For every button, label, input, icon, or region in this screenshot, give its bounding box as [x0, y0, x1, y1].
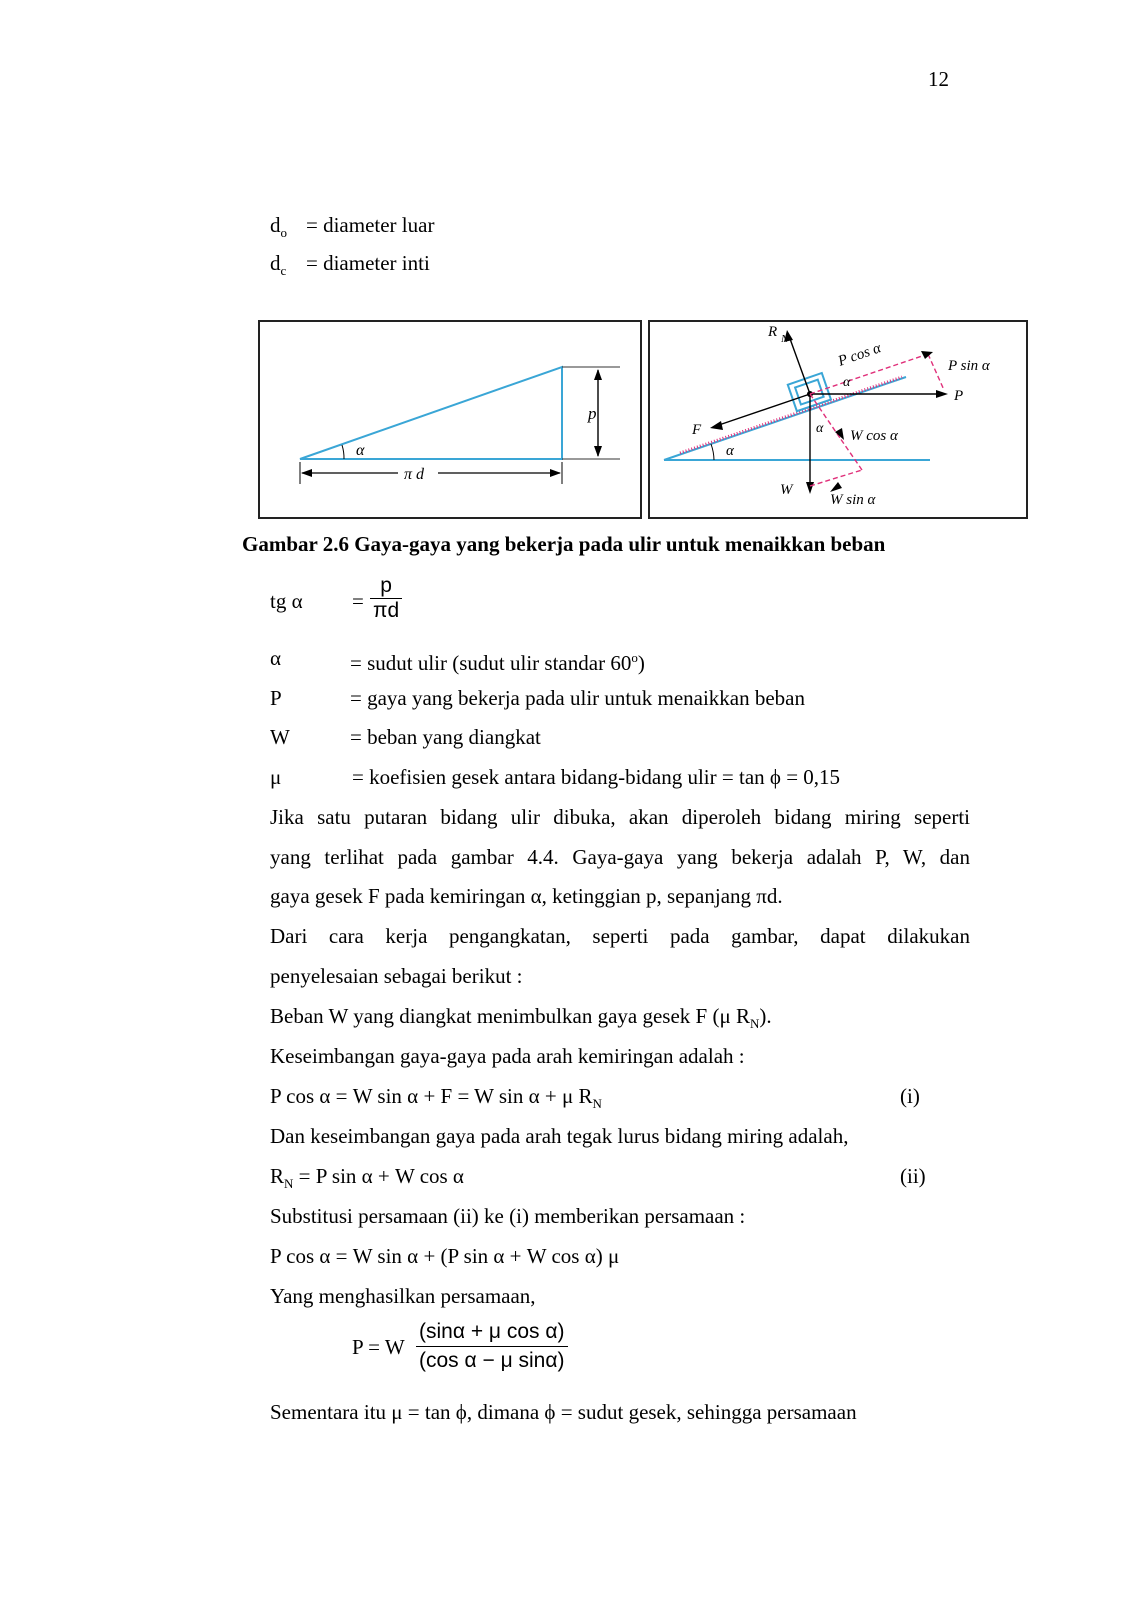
- label-w: W: [780, 482, 793, 498]
- equation-3: P cos α = W sin α + (P sin α + W cos α) μ: [270, 1244, 620, 1268]
- symbol-p-desc: = gaya yang bekerja pada ulir untuk menaikkan beban: [350, 686, 806, 710]
- line-beban: Beban W yang diangkat menimbulkan gaya gesek F (μ $R_N$).: [270, 1004, 772, 1032]
- figure-caption: Gambar 2.6 Gaya-gaya yang bekerja pada ulir untuk menaikkan beban: [242, 532, 886, 556]
- page-number: 12: [928, 67, 949, 91]
- label-p-cos: P cos α: [836, 340, 884, 370]
- definition-outer-diameter: [270, 212, 435, 246]
- line-yang: Yang menghasilkan persamaan,: [270, 1284, 536, 1308]
- triangle-shape: [300, 367, 562, 459]
- line-last: Sementara itu μ = tan ϕ, dimana ϕ = sudut gesek, sehingga persamaan: [270, 1400, 857, 1424]
- label-alpha: α: [356, 442, 365, 459]
- equation-2: $R_N = P$ sin α + W cos α: [270, 1164, 464, 1192]
- equation-4-lhs: P = W: [352, 1335, 405, 1359]
- equation-4-numerator: (sinα + μ cos α): [416, 1318, 568, 1347]
- paragraph-line: penyelesaian sebagai berikut :: [270, 964, 523, 988]
- incline-triangle-svg: [260, 322, 640, 517]
- line-keseimbangan: Keseimbangan gaya-gaya pada arah kemiringan adalah :: [270, 1044, 745, 1068]
- paragraph-line: Dari cara kerja pengangkatan, seperti pada gambar, dapat dilakukan: [270, 924, 970, 948]
- force-diagram-svg: [650, 322, 1026, 517]
- definition-text: = diameter luar: [306, 213, 435, 237]
- label-rn-subscript: N: [781, 333, 789, 345]
- line-substitusi: Substitusi persamaan (ii) ke (i) memberikan persamaan :: [270, 1204, 746, 1228]
- label-alpha-base: α: [726, 443, 734, 459]
- label-f: F: [692, 422, 702, 438]
- definition-symbol: d: [270, 213, 281, 237]
- label-p: p: [588, 404, 597, 423]
- equation-1-number: (i): [900, 1084, 920, 1108]
- equation-4-denominator: (cos α − μ sinα): [419, 1349, 565, 1372]
- definition-text: = diameter inti: [306, 251, 430, 275]
- figure-force-diagram: [648, 320, 1028, 519]
- symbol-mu: μ: [270, 765, 282, 789]
- paragraph-line: Jika satu putaran bidang ulir dibuka, akan diperoleh bidang miring seperti: [270, 805, 970, 829]
- equation-2-number: (ii): [900, 1164, 926, 1188]
- symbol-w: W: [270, 725, 290, 749]
- symbol-mu-desc: = koefisien gesek antara bidang-bidang ulir = tan ϕ = 0,15: [352, 765, 841, 789]
- fraction-numerator: p: [370, 574, 402, 599]
- label-alpha-block: α: [843, 375, 851, 390]
- line-dan: Dan keseimbangan gaya pada arah tegak lurus bidang miring adalah,: [270, 1124, 849, 1148]
- equation-4-fraction: [416, 1318, 568, 1375]
- definition-subscript: c: [280, 263, 287, 279]
- label-w-cos: W cos α: [850, 428, 898, 444]
- fraction-denominator: πd: [373, 599, 400, 622]
- equation-1: P cos α = W sin α + F = W sin α + μ $R_N$: [270, 1084, 602, 1112]
- tg-equals: =: [352, 589, 364, 613]
- label-w-sin: W sin α: [830, 492, 876, 508]
- tg-fraction: [370, 574, 402, 623]
- definition-core-diameter: [270, 250, 430, 284]
- label-rn: R: [768, 324, 778, 340]
- symbol-alpha: α: [270, 646, 282, 670]
- definition-symbol: d: [270, 251, 281, 275]
- label-alpha-w: α: [816, 421, 824, 436]
- label-p-sin: P sin α: [948, 358, 990, 374]
- symbol-p: P: [270, 686, 282, 710]
- symbol-w-desc: = beban yang diangkat: [350, 725, 541, 749]
- definition-subscript: o: [280, 225, 287, 241]
- label-pi-d: π d: [404, 466, 425, 483]
- paragraph-line: gaya gesek F pada kemiringan α, ketinggian p, sepanjang πd.: [270, 884, 783, 908]
- paragraph-line: yang terlihat pada gambar 4.4. Gaya-gaya yang bekerja adalah P, W, dan: [270, 845, 970, 869]
- symbol-alpha-desc: = sudut ulir (sudut ulir standar 60$^o$): [350, 650, 645, 675]
- label-p-force: P: [954, 388, 964, 404]
- figure-incline-triangle: [258, 320, 642, 519]
- tg-label: tg α: [270, 589, 303, 613]
